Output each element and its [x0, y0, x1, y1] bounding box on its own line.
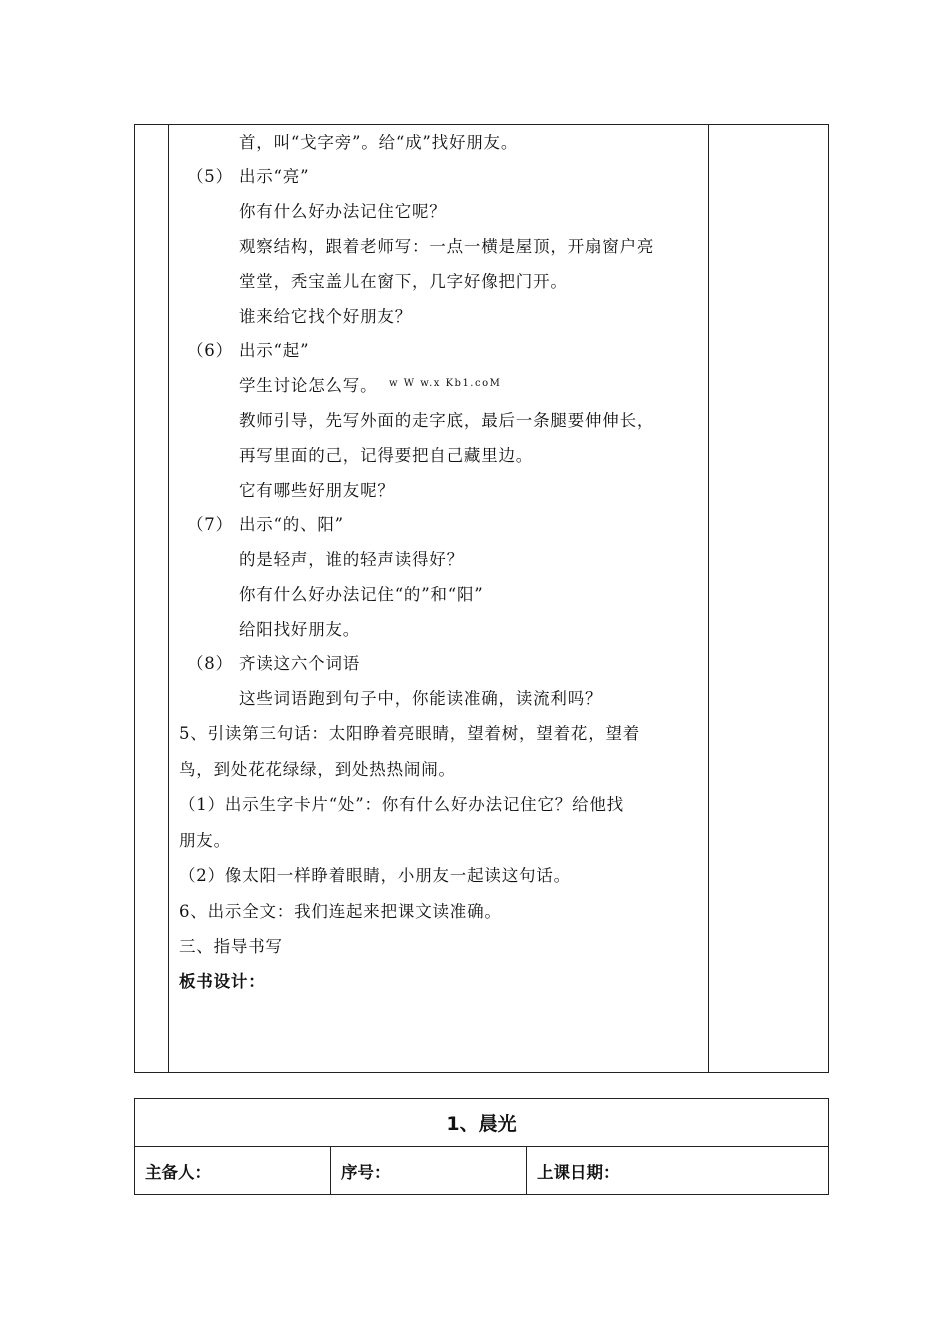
- lesson-plan-table: [134, 124, 829, 1073]
- text-line: 它有哪些好朋友呢？: [239, 481, 395, 500]
- lesson-title: 1、晨光: [135, 1099, 828, 1147]
- text-line: 5、引读第三句话：太阳睁着亮眼睛，望着树，望着花，望着: [179, 724, 641, 743]
- watermark-text: w W w.x Kb1.coM: [389, 378, 502, 389]
- text-line: （2）像太阳一样睁着眼睛，小朋友一起读这句话。: [179, 866, 571, 885]
- text-line: （1）出示生字卡片“处”：你有什么好办法记住它？给他找: [179, 795, 624, 814]
- step-heading: （8） 齐读这六个词语: [187, 654, 361, 673]
- board-design-label: 板书设计：: [179, 972, 266, 991]
- text-line: 鸟，到处花花绿绿，到处热热闹闹。: [179, 760, 456, 779]
- text-line: 朋友。: [179, 831, 231, 850]
- text-line: 再写里面的己，记得要把自己藏里边。: [239, 446, 534, 465]
- text-line: 给阳找好朋友。: [239, 620, 361, 639]
- text-line: 首，叫“戈字旁”。给“成”找好朋友。: [239, 133, 519, 152]
- number-cell: 序号：: [331, 1147, 527, 1195]
- text-line: 堂堂，秃宝盖儿在窗下，几字好像把门开。: [239, 272, 568, 291]
- date-cell: 上课日期：: [537, 1163, 620, 1182]
- text-line: 学生讨论怎么写。: [239, 376, 378, 395]
- preparer-cell: 主备人：: [135, 1147, 331, 1195]
- notes-column: [708, 125, 828, 1072]
- text-line: 观察结构，跟着老师写：一点一横是屋顶，开扇窗户亮: [239, 237, 655, 256]
- text-line: 这些词语跑到句子中，你能读准确，读流利吗？: [239, 689, 603, 708]
- text-line: 谁来给它找个好朋友？: [239, 307, 412, 326]
- text-line: 的是轻声，谁的轻声读得好？: [239, 550, 464, 569]
- section-heading: 三、指导书写: [179, 937, 283, 956]
- text-line: 6、出示全文：我们连起来把课文读准确。: [179, 902, 502, 921]
- step-heading: （5） 出示“亮”: [187, 167, 310, 186]
- step-heading: （6） 出示“起”: [187, 341, 310, 360]
- step-heading: （7） 出示“的、阳”: [187, 515, 344, 534]
- text-line: 你有什么好办法记住它呢？: [239, 202, 447, 221]
- left-margin-column: [135, 125, 169, 1072]
- text-line: 你有什么好办法记住“的”和“阳”: [239, 585, 484, 604]
- lesson-header-table: [134, 1098, 829, 1195]
- text-line: 教师引导，先写外面的走字底，最后一条腿要伸伸长，: [239, 411, 655, 430]
